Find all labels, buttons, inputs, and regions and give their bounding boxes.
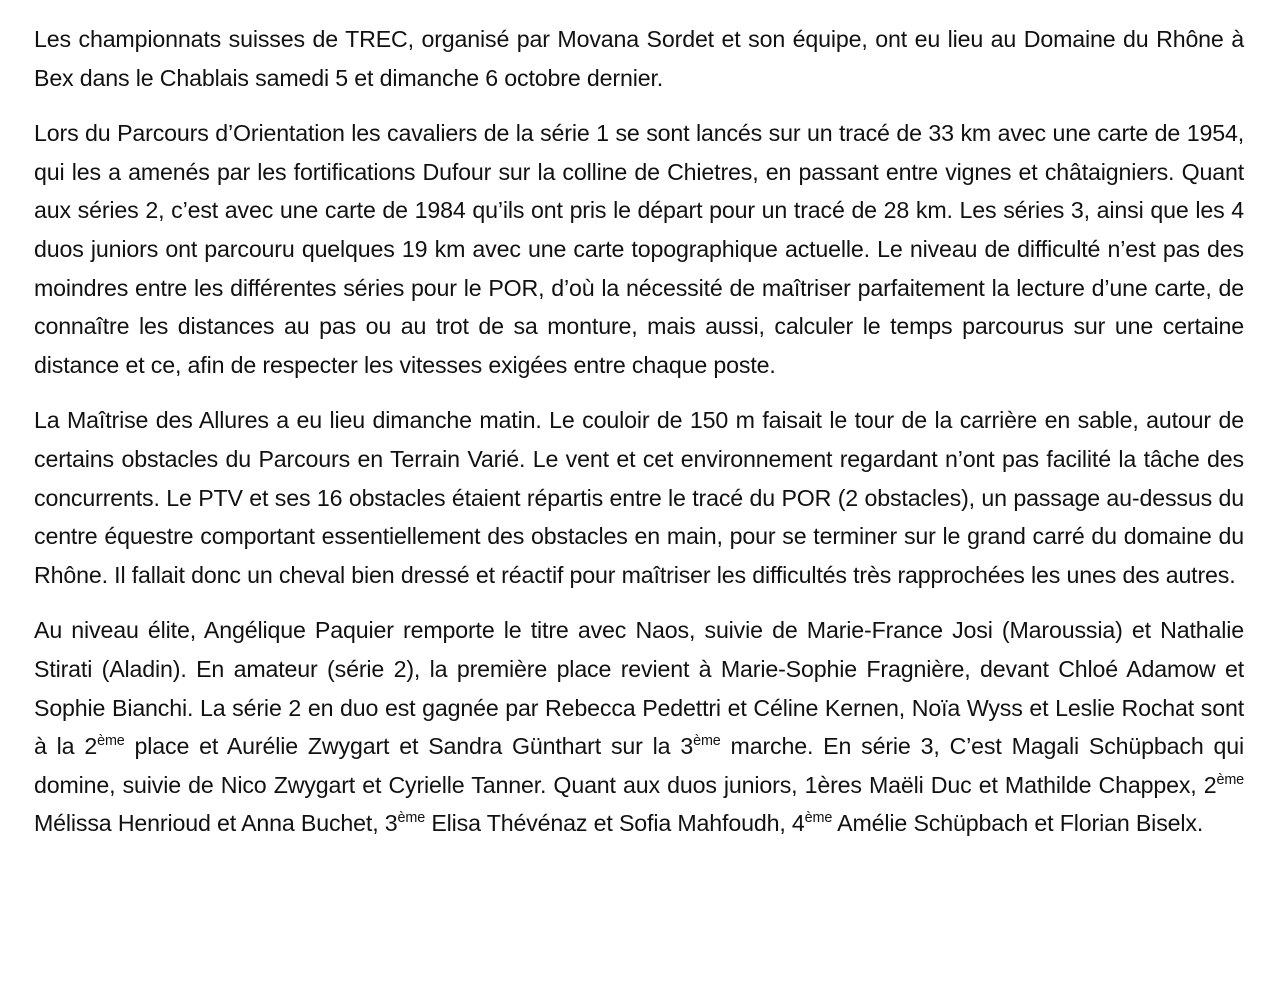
results-text-part-5: Elisa Thévénaz et Sofia Mahfoudh, 4 xyxy=(425,810,805,837)
paragraph-gaits-and-ptv: La Maîtrise des Allures a eu lieu dimanche matin. Le couloir de 150 m faisait le tour de la carrière en sable, autour de certains obstacles du Parcours en Terrain Varié. Le vent et cet environnement regardant n’ont pas facilité la tâche des concurrents. Le PTV et ses 16 obstacles étaient répartis entre le tracé du POR (2 obstacles), un passage au-dessus du centre équestre comportant essentiellement des obstacles en main, pour se terminer sur le grand carré du domaine du Rhône. Il fallait donc un cheval bien dressé et réactif pour maîtriser les difficultés très rapprochées les unes des autres. xyxy=(34,407,1244,588)
results-ordinal-superscript-2: ème xyxy=(693,733,721,750)
paragraph-results xyxy=(34,611,1244,843)
results-ordinal-superscript-5: ème xyxy=(804,810,833,827)
results-ordinal-superscript-3: ème xyxy=(1216,771,1244,788)
document-body xyxy=(34,20,1244,843)
paragraph-intro: Les championnats suisses de TREC, organisé par Movana Sordet et son équipe, ont eu lieu au Domaine du Rhône à Bex dans le Chablais samedi 5 et dimanche 6 octobre dernier. xyxy=(34,26,1244,91)
results-text-part-3: marche. En série 3, C’est Magali Schüpbach qui domine, suivie de Nico Zwygart et Cyrielle Tanner. Quant aux duos juniors, 1ères Maëli Duc et Mathilde Chappex, 2 xyxy=(34,733,1245,798)
results-ordinal-superscript-1: ème xyxy=(97,733,125,750)
results-ordinal-superscript-4: ème xyxy=(397,810,426,827)
results-text-part-4: Mélissa Henrioud et Anna Buchet, 3 xyxy=(34,810,398,837)
results-text-part-6: Amélie Schüpbach et Florian Biselx. xyxy=(832,810,1204,837)
paragraph-orientation: Lors du Parcours d’Orientation les cavaliers de la série 1 se sont lancés sur un tracé de 33 km avec une carte de 1954, qui les a amenés par les fortifications Dufour sur la colline de Chietres, en passant entre vignes et châtaigniers. Quant aux séries 2, c’est avec une carte de 1984 qu’ils ont pris le départ pour un tracé de 28 km. Les séries 3, ainsi que les 4 duos juniors ont parcouru quelques 19 km avec une carte topographique actuelle. Le niveau de difficulté n’est pas des moindres entre les différentes séries pour le POR, d’où la nécessité de maîtriser parfaitement la lecture d’une carte, de connaître les distances au pas ou au trot de sa monture, mais aussi, calculer le temps parcourus sur une certaine distance et ce, afin de respecter les vitesses exigées entre chaque poste. xyxy=(34,120,1244,378)
results-text-part-2: place et Aurélie Zwygart et Sandra Günthart sur la 3 xyxy=(124,733,694,760)
results-text-part-1: Au niveau élite, Angélique Paquier remporte le titre avec Naos, suivie de Marie-France Josi (Maroussia) et Nathalie Stirati (Aladin). En amateur (série 2), la première place revient à Marie-Sophie Fragnière, devant Chloé Adamow et Sophie Bianchi. La série 2 en duo est gagnée par Rebecca Pedettri et Céline Kernen, Noïa Wyss et Leslie Rochat sont à la 2 xyxy=(34,617,1244,760)
